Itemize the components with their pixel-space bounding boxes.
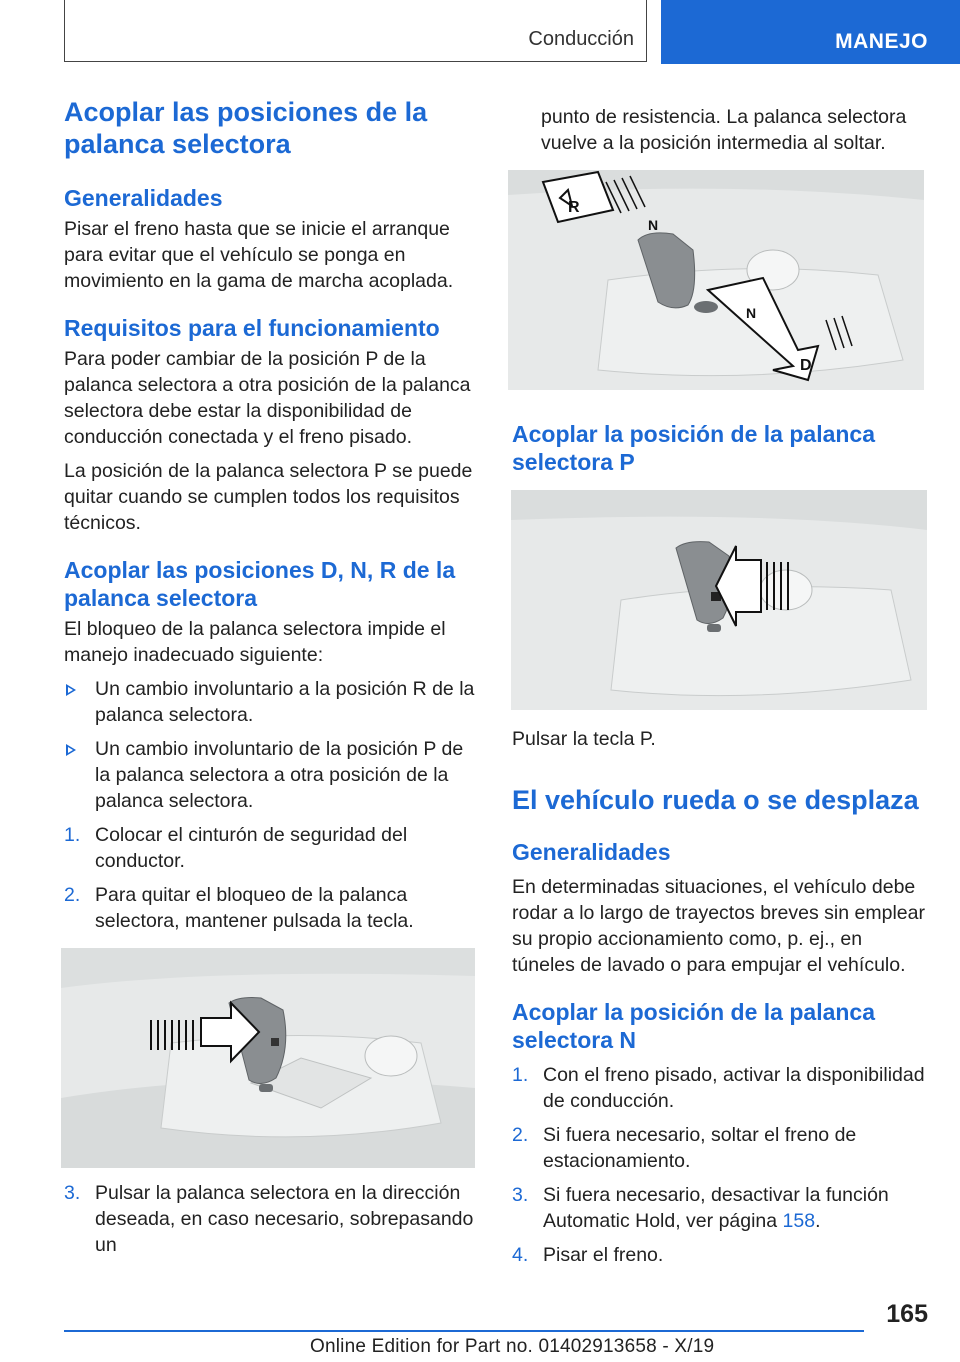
bullet-triangle-icon [66, 744, 76, 756]
steps-list-left-cont [64, 1180, 478, 1258]
list-item: Un cambio involuntario de la posición P de la palanca selectora a otra posición de la palanca selectora. [64, 736, 478, 814]
list-item: Un cambio involuntario a la posición R de la palanca selectora. [64, 676, 478, 728]
chapter-label: MANEJO [835, 30, 928, 53]
paragraph-press-p: Pulsar la tecla P. [512, 728, 656, 750]
park-button-illustration [511, 490, 927, 710]
header-frame [64, 0, 647, 62]
footer-edition: Online Edition for Part no. 01402913658 - X/19 [310, 1336, 715, 1357]
left-column [64, 96, 478, 934]
heading-engage-p: Acoplar la posición de la palanca selectora P [512, 421, 876, 475]
list-item: 3. Pulsar la palanca selectora en la dirección deseada, en caso necesario, sobrepasando un [64, 1182, 474, 1256]
gate-label-n-lower: N [746, 305, 757, 321]
lever-illustration [61, 948, 475, 1168]
paragraph-general: Pisar el freno hasta que se inicie el arranque para evitar que el vehículo se ponga en movimiento en la gama de marcha acoplada. [64, 218, 454, 292]
paragraph-requirements-1: Para poder cambiar de la posición P de la palanca selectora a otra posición de la palanca selectora debe estar la disponibilidad de conducción conectada y el freno pisado. [64, 348, 471, 448]
bullet-list [64, 676, 478, 814]
page-number: 165 [886, 1300, 928, 1328]
list-item: 3. Si fuera necesario, desactivar la función Automatic Hold, ver página 158. [512, 1184, 889, 1232]
section-title: Conducción [528, 28, 634, 50]
gate-label-d: D [800, 357, 812, 374]
heading-engage-n: Acoplar la posición de la palanca selectora N [512, 999, 876, 1053]
list-item: 4. Pisar el freno. [512, 1244, 664, 1266]
figure-gear-gate [508, 170, 924, 390]
steps-list-left [64, 822, 478, 934]
list-item: 1. Colocar el cinturón de seguridad del conductor. [64, 824, 408, 872]
gate-illustration [508, 170, 924, 390]
heading-requirements: Requisitos para el funcionamiento [64, 315, 440, 341]
paragraph-requirements-2: La posición de la palanca selectora P se puede quitar cuando se cumplen todos los requisitos técnicos. [64, 460, 473, 534]
gate-label-n-upper: N [648, 217, 659, 233]
paragraph-general-2: En determinadas situaciones, el vehículo debe rodar a lo largo de trayectos breves sin emplear su propio accionamiento como, p. ej., en túneles de lavado o para empujar el vehículo. [512, 876, 925, 976]
page-link[interactable]: 158 [782, 1210, 816, 1232]
paragraph-continued: punto de resistencia. La palanca selectora vuelve a la posición intermedia al soltar. [541, 106, 907, 154]
list-item: 2. Para quitar el bloqueo de la palanca selectora, mantener pulsada la tecla. [64, 884, 414, 932]
paragraph-lock-intro: El bloqueo de la palanca selectora impide el manejo inadecuado siguiente: [64, 618, 446, 666]
footer-divider [64, 1330, 864, 1332]
heading-general: Generalidades [64, 185, 223, 211]
bullet-triangle-icon [66, 684, 76, 696]
gate-label-r: R [568, 199, 580, 216]
list-item: 1. Con el freno pisado, activar la disponibilidad de conducción. [512, 1064, 925, 1112]
figure-park-button [511, 490, 927, 710]
section-title-vehicle-rolling: El vehículo rueda o se desplaza [512, 785, 919, 815]
heading-engage-dnr: Acoplar las posiciones D, N, R de la palanca selectora [64, 557, 456, 611]
figure-lever-release-button [61, 948, 475, 1168]
heading-general-2: Generalidades [512, 839, 671, 865]
right-column [512, 104, 928, 156]
section-title-gear-positions: Acoplar las posiciones de la palanca selectora [64, 97, 428, 159]
list-item: 2. Si fuera necesario, soltar el freno de estacionamiento. [512, 1124, 857, 1172]
steps-list-right [512, 1062, 928, 1268]
chapter-tab[interactable] [661, 0, 960, 64]
